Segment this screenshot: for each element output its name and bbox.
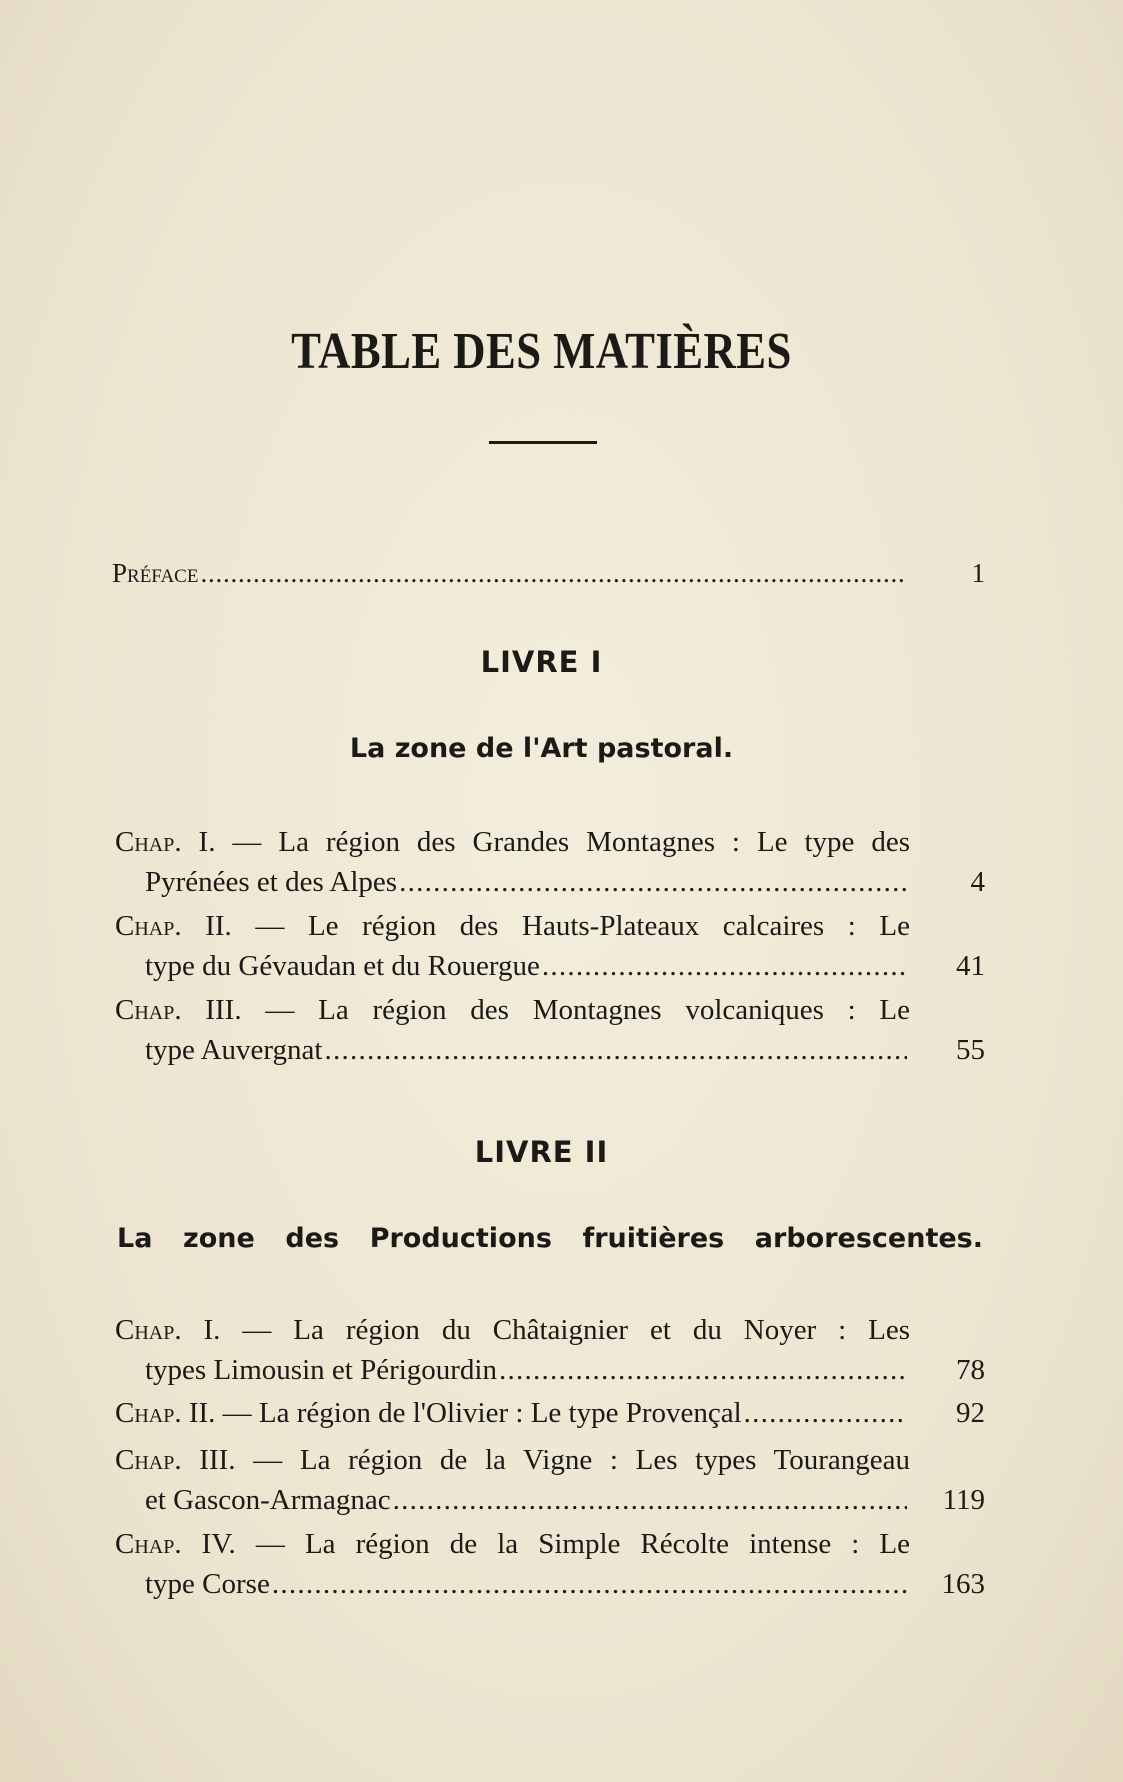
toc-entry — [115, 1393, 985, 1433]
dot-leader — [200, 553, 907, 593]
page-number: 78 — [956, 1354, 985, 1386]
dot-leader — [542, 946, 907, 986]
chapter-label: Chap. I. — [115, 1314, 221, 1346]
chapter-title-line2: type du Gévaudan et du Rouergue — [145, 950, 540, 982]
chapter-label: Chap. II. — [115, 910, 232, 942]
livre-2-subtitle: La zone des Productions fruitières arborescentes. — [117, 1223, 983, 1254]
chapter-title-line2: Pyrénées et des Alpes — [145, 866, 398, 898]
toc-entry — [115, 822, 985, 902]
toc-entry — [115, 990, 985, 1070]
page-number: 119 — [942, 1484, 985, 1516]
toc-entry — [115, 1440, 985, 1520]
dot-leader — [324, 1030, 907, 1070]
toc-entry — [115, 1524, 985, 1604]
chapter-label: Chap. I. — [115, 826, 216, 858]
dot-leader — [744, 1393, 907, 1433]
page-number: 4 — [970, 866, 985, 898]
page-number: 41 — [956, 950, 985, 982]
toc-entry — [115, 906, 985, 986]
dot-leader — [399, 862, 907, 902]
chapter-title-line1: — La région de l'Olivier : Le type Provençal — [222, 1397, 742, 1429]
dot-leader — [272, 1564, 907, 1604]
livre-1-heading: LIVRE I — [480, 645, 603, 679]
preface-label: Préface — [112, 558, 199, 588]
chapter-title-line1: — La région du Châtaignier et du Noyer : Les — [242, 1314, 910, 1346]
dot-leader — [393, 1480, 907, 1520]
page-number: 55 — [956, 1034, 985, 1066]
page-number: 163 — [941, 1568, 985, 1600]
chapter-title-line1: — Le région des Hauts-Plateaux calcaires : Le — [255, 910, 910, 942]
toc-entry — [115, 1310, 985, 1390]
page-title: TABLE DES MATIÈRES — [291, 323, 792, 380]
chapter-title-line1: — La région de la Vigne : Les types Tourangeau — [253, 1444, 910, 1476]
chapter-title-line2: type Auvergnat — [145, 1034, 323, 1066]
title-rule — [489, 441, 597, 444]
chapter-label: Chap. IV. — [115, 1528, 236, 1560]
livre-1-subtitle: La zone de l'Art pastoral. — [349, 733, 734, 764]
page-number: 1 — [971, 558, 985, 588]
chapter-title-line1: — La région des Montagnes volcaniques : Le — [265, 994, 910, 1026]
chapter-title-line2: types Limousin et Périgourdin — [145, 1354, 497, 1386]
chapter-title-line2: et Gascon-Armagnac — [145, 1484, 391, 1516]
dot-leader — [499, 1350, 907, 1390]
chapter-label: Chap. II. — [115, 1397, 216, 1429]
chapter-title-line1: — La région des Grandes Montagnes : Le type des — [232, 826, 910, 858]
toc-entry-preface — [112, 553, 985, 593]
chapter-title-line2: type Corse — [145, 1568, 270, 1600]
chapter-label: Chap. III. — [115, 994, 242, 1026]
livre-2-heading: LIVRE II — [474, 1135, 609, 1169]
page-number: 92 — [956, 1397, 985, 1429]
chapter-label: Chap. III. — [115, 1444, 236, 1476]
chapter-title-line1: — La région de la Simple Récolte intense : Le — [255, 1528, 910, 1560]
